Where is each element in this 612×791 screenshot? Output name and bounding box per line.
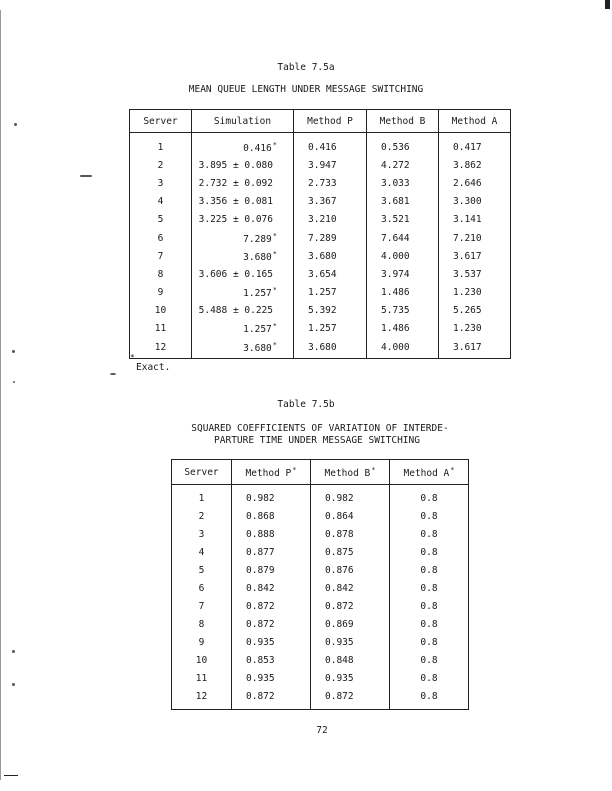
method-p-cell: 0.868 <box>232 507 311 525</box>
table-a-row <box>130 193 511 211</box>
simulation-cell: 2.732 ± 0.092 <box>192 174 294 192</box>
server-cell: 11 <box>130 320 192 338</box>
method-a-cell: 0.8 <box>390 543 469 561</box>
method-a-cell: 5.265 <box>439 302 511 320</box>
method-b-cell: 0.872 <box>311 597 390 615</box>
table-a-row <box>130 338 511 359</box>
method-b-cell: 3.521 <box>367 211 439 229</box>
method-a-cell: 3.141 <box>439 211 511 229</box>
server-cell: 8 <box>130 265 192 283</box>
table-b-header-server: Server <box>172 460 232 485</box>
method-b-cell: 0.872 <box>311 687 390 710</box>
server-cell: 10 <box>172 651 232 669</box>
server-cell: 6 <box>172 579 232 597</box>
method-p-cell: 0.853 <box>232 651 311 669</box>
server-cell: 2 <box>172 507 232 525</box>
method-b-cell: 1.486 <box>367 320 439 338</box>
method-p-cell: 0.888 <box>232 525 311 543</box>
method-p-cell: 0.982 <box>232 485 311 508</box>
server-cell: 9 <box>130 284 192 302</box>
method-a-cell: 0.8 <box>390 579 469 597</box>
method-b-cell: 3.974 <box>367 265 439 283</box>
method-b-cell: 0.878 <box>311 525 390 543</box>
page-number: 72 <box>316 725 328 736</box>
table-a-row <box>130 156 511 174</box>
method-p-cell: 0.842 <box>232 579 311 597</box>
method-b-cell: 4.272 <box>367 156 439 174</box>
method-p-cell: 0.935 <box>232 669 311 687</box>
method-a-cell: 0.8 <box>390 561 469 579</box>
simulation-cell: 1.257* <box>192 284 294 302</box>
scan-edge-mark <box>605 0 610 9</box>
table-a-header-method-p: Method P <box>294 110 367 133</box>
method-p-cell: 0.872 <box>232 597 311 615</box>
table-b-row <box>172 579 469 597</box>
exact-asterisk: * <box>272 140 277 149</box>
method-b-cell: 0.935 <box>311 669 390 687</box>
table-b-caption: Table 7.5b <box>277 399 335 410</box>
method-a-cell: 3.300 <box>439 193 511 211</box>
method-b-cell: 3.681 <box>367 193 439 211</box>
table-b-title-line-1: SQUARED COEFFICIENTS OF VARIATION OF INTERDE- <box>191 423 449 434</box>
simulation-cell: 3.606 ± 0.165 <box>192 265 294 283</box>
scan-speck <box>14 123 17 126</box>
table-a-row <box>130 229 511 247</box>
server-cell: 8 <box>172 615 232 633</box>
table-a-body <box>130 133 511 359</box>
server-cell: 12 <box>172 687 232 710</box>
table-a-header-simulation: Simulation <box>192 110 294 133</box>
method-b-cell: 0.848 <box>311 651 390 669</box>
method-b-cell: 1.486 <box>367 284 439 302</box>
method-a-cell: 1.230 <box>439 320 511 338</box>
simulation-cell: 3.680* <box>192 247 294 265</box>
method-a-cell: 0.8 <box>390 687 469 710</box>
server-cell: 1 <box>130 133 192 157</box>
method-p-cell: 0.879 <box>232 561 311 579</box>
method-p-cell: 3.210 <box>294 211 367 229</box>
header-asterisk: * <box>450 465 455 474</box>
simulation-cell: 3.680* <box>192 338 294 359</box>
table-b-row <box>172 525 469 543</box>
table-a-row <box>130 320 511 338</box>
method-a-cell: 0.8 <box>390 485 469 508</box>
method-a-cell: 0.8 <box>390 651 469 669</box>
simulation-cell: 1.257* <box>192 320 294 338</box>
method-a-cell: 7.210 <box>439 229 511 247</box>
scan-speck <box>12 350 15 353</box>
method-b-cell: 5.735 <box>367 302 439 320</box>
method-a-cell: 3.537 <box>439 265 511 283</box>
scan-speck <box>12 650 15 653</box>
method-a-cell: 1.230 <box>439 284 511 302</box>
method-p-cell: 2.733 <box>294 174 367 192</box>
table-a-header-server: Server <box>130 110 192 133</box>
method-p-cell: 0.872 <box>232 687 311 710</box>
scan-speck <box>110 373 116 375</box>
method-p-cell: 1.257 <box>294 320 367 338</box>
table-a-row <box>130 284 511 302</box>
table-b-header-method-a: Method A* <box>390 460 469 485</box>
server-cell: 5 <box>172 561 232 579</box>
table-b-title-line-2: PARTURE TIME UNDER MESSAGE SWITCHING <box>214 435 420 446</box>
method-a-cell: 3.617 <box>439 247 511 265</box>
server-cell: 6 <box>130 229 192 247</box>
method-a-cell: 2.646 <box>439 174 511 192</box>
server-cell: 3 <box>130 174 192 192</box>
simulation-cell: 3.225 ± 0.076 <box>192 211 294 229</box>
method-b-cell: 7.644 <box>367 229 439 247</box>
table-a-header-row <box>130 110 511 133</box>
table-a-row <box>130 265 511 283</box>
table-a-row <box>130 174 511 192</box>
mean-queue-length-table <box>129 109 511 359</box>
server-cell: 7 <box>172 597 232 615</box>
method-p-cell: 0.935 <box>232 633 311 651</box>
header-asterisk: * <box>292 465 297 474</box>
method-p-cell: 0.872 <box>232 615 311 633</box>
table-b-row <box>172 669 469 687</box>
exact-asterisk: * <box>272 286 277 295</box>
method-b-cell: 0.876 <box>311 561 390 579</box>
method-a-cell: 0.8 <box>390 507 469 525</box>
simulation-cell: 3.895 ± 0.080 <box>192 156 294 174</box>
method-b-cell: 0.935 <box>311 633 390 651</box>
table-b-row <box>172 561 469 579</box>
method-p-cell: 1.257 <box>294 284 367 302</box>
interdeparture-variation-table <box>171 459 469 710</box>
table-a-row <box>130 302 511 320</box>
server-cell: 4 <box>172 543 232 561</box>
method-p-cell: 3.680 <box>294 338 367 359</box>
method-p-cell: 3.947 <box>294 156 367 174</box>
method-a-cell: 0.8 <box>390 615 469 633</box>
table-a-caption: Table 7.5a <box>277 62 335 73</box>
footnote-mark: * <box>130 353 135 362</box>
server-cell: 9 <box>172 633 232 651</box>
simulation-cell: 3.356 ± 0.081 <box>192 193 294 211</box>
table-b-row <box>172 507 469 525</box>
method-p-cell: 3.367 <box>294 193 367 211</box>
table-b-row <box>172 485 469 508</box>
method-a-cell: 0.8 <box>390 597 469 615</box>
exact-asterisk: * <box>272 322 277 331</box>
server-cell: 10 <box>130 302 192 320</box>
method-a-cell: 0.8 <box>390 525 469 543</box>
simulation-cell: 7.289* <box>192 229 294 247</box>
method-b-cell: 0.869 <box>311 615 390 633</box>
server-cell: 1 <box>172 485 232 508</box>
table-a-row <box>130 133 511 157</box>
method-p-cell: 0.877 <box>232 543 311 561</box>
table-b-body <box>172 485 469 710</box>
server-cell: 11 <box>172 669 232 687</box>
server-cell: 7 <box>130 247 192 265</box>
server-cell: 2 <box>130 156 192 174</box>
method-a-cell: 0.8 <box>390 669 469 687</box>
method-b-cell: 0.982 <box>311 485 390 508</box>
method-a-cell: 3.862 <box>439 156 511 174</box>
exact-asterisk: * <box>272 231 277 240</box>
exact-asterisk: * <box>272 340 277 349</box>
method-a-cell: 0.417 <box>439 133 511 157</box>
method-b-cell: 4.000 <box>367 338 439 359</box>
scan-speck <box>13 381 15 383</box>
method-b-cell: 0.875 <box>311 543 390 561</box>
simulation-cell: 5.488 ± 0.225 <box>192 302 294 320</box>
table-a-row <box>130 211 511 229</box>
table-b-row <box>172 615 469 633</box>
method-p-cell: 3.680 <box>294 247 367 265</box>
table-b-row <box>172 687 469 710</box>
server-cell: 4 <box>130 193 192 211</box>
method-p-cell: 5.392 <box>294 302 367 320</box>
server-cell: 5 <box>130 211 192 229</box>
method-b-cell: 0.842 <box>311 579 390 597</box>
header-asterisk: * <box>371 465 376 474</box>
table-b-row <box>172 597 469 615</box>
method-b-cell: 0.536 <box>367 133 439 157</box>
table-b-row <box>172 651 469 669</box>
scan-speck <box>80 175 92 177</box>
table-a-header-method-a: Method A <box>439 110 511 133</box>
table-a-header-method-b: Method B <box>367 110 439 133</box>
table-a-title: MEAN QUEUE LENGTH UNDER MESSAGE SWITCHING <box>188 84 424 95</box>
table-b-header-method-b: Method B* <box>311 460 390 485</box>
scan-corner-mark <box>4 775 18 776</box>
simulation-cell: 0.416* <box>192 133 294 157</box>
table-b-row <box>172 543 469 561</box>
method-p-cell: 3.654 <box>294 265 367 283</box>
server-cell: 3 <box>172 525 232 543</box>
method-p-cell: 0.416 <box>294 133 367 157</box>
scan-left-edge <box>0 10 1 780</box>
footnote-text: Exact. <box>136 362 171 373</box>
method-a-cell: 0.8 <box>390 633 469 651</box>
server-cell: 12 <box>130 338 192 359</box>
table-b-header-row <box>172 460 469 485</box>
method-p-cell: 7.289 <box>294 229 367 247</box>
method-a-cell: 3.617 <box>439 338 511 359</box>
exact-asterisk: * <box>272 249 277 258</box>
table-a-row <box>130 247 511 265</box>
method-b-cell: 4.000 <box>367 247 439 265</box>
method-b-cell: 0.864 <box>311 507 390 525</box>
table-b-header-method-p: Method P* <box>232 460 311 485</box>
method-b-cell: 3.033 <box>367 174 439 192</box>
scan-speck <box>12 683 15 686</box>
table-b-row <box>172 633 469 651</box>
